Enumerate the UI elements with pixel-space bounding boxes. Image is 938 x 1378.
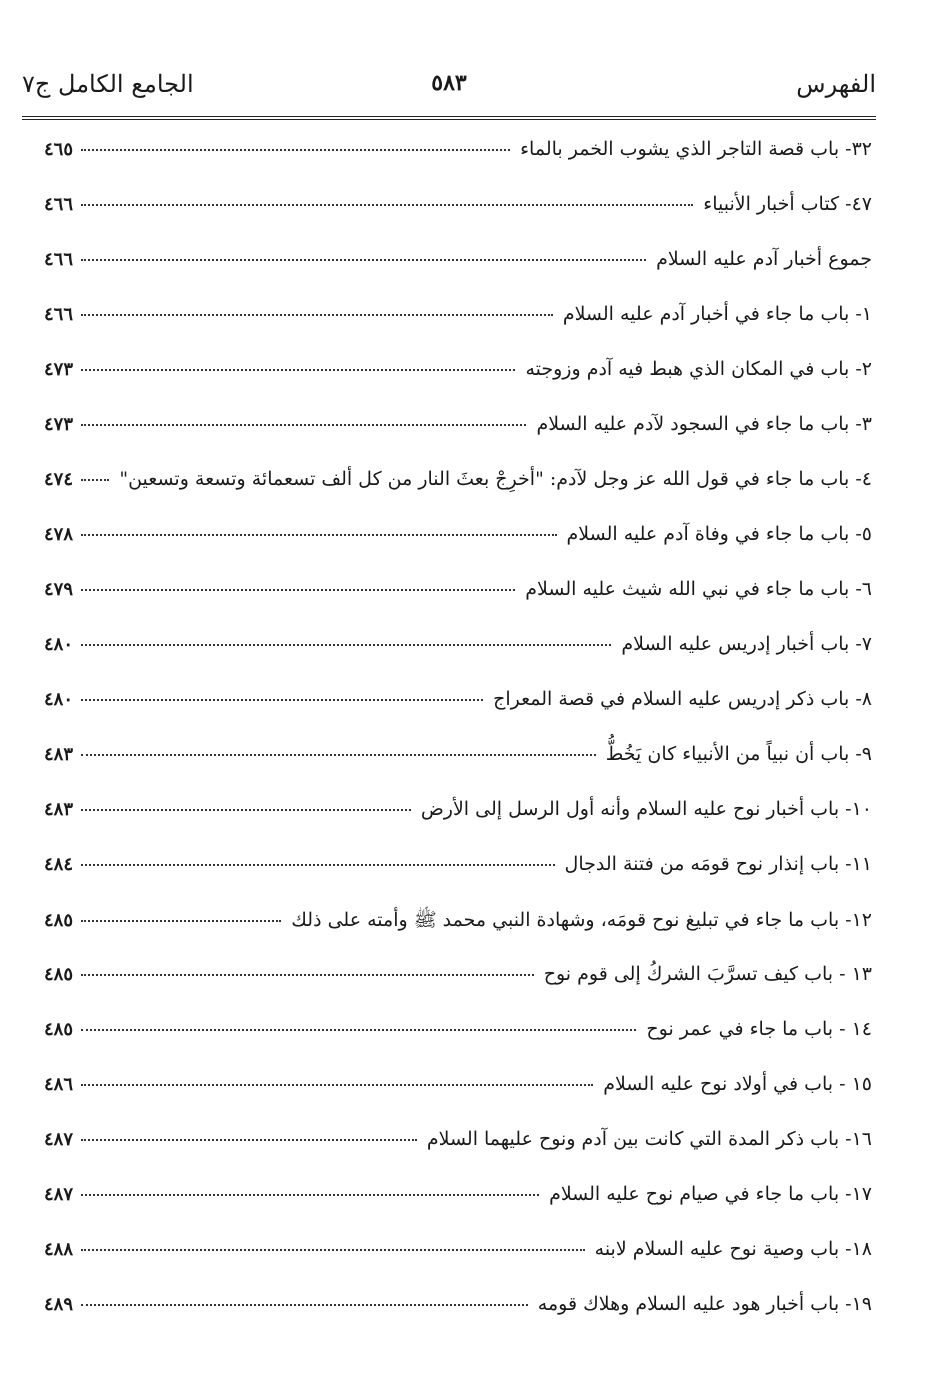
toc-entry-title: ٣٢- باب قصة التاجر الذي يشوب الخمر بالماء (520, 138, 872, 160)
toc-entry-page: ٤٦٦ (44, 304, 74, 325)
dot-leader (81, 1139, 417, 1141)
toc-entry-title: ٢- باب في المكان الذي هبط فيه آدم وزوجته (525, 358, 872, 380)
toc-entry (44, 798, 872, 853)
toc-entry-page: ٤٨٥ (44, 964, 74, 985)
toc-entry-page: ٤٧٩ (44, 579, 74, 600)
toc-entry (44, 193, 872, 248)
dot-leader (81, 644, 611, 646)
toc-entry (44, 1018, 872, 1073)
toc-entry (44, 633, 872, 688)
toc-entry-page: ٤٨٨ (44, 1239, 74, 1260)
dot-leader (81, 974, 534, 976)
toc-entry (44, 358, 872, 413)
toc-entry-page: ٤٨٤ (44, 854, 74, 875)
toc-entry-page: ٤٨٦ (44, 1074, 74, 1095)
toc-entry-title: ١١- باب إنذار نوح قومَه من فتنة الدجال (564, 853, 872, 875)
header-divider (22, 116, 876, 120)
dot-leader (81, 864, 555, 866)
toc-entry (44, 523, 872, 578)
toc-entry (44, 413, 872, 468)
toc-entry-page: ٤٨٧ (44, 1129, 74, 1150)
dot-leader (81, 699, 483, 701)
toc-entry (44, 908, 872, 963)
toc-entry-title: ٤- باب ما جاء في قول الله عز وجل لآدم: "أخرِجْ بعثَ النار من كل ألف تسعمائة وتسعة وتسعين" (119, 468, 872, 490)
dot-leader (81, 1084, 593, 1086)
toc-entry-page: ٤٧٤ (44, 469, 74, 490)
toc-entry-page: ٤٦٦ (44, 194, 74, 215)
toc-entry-title: ١٣ - باب كيف تسرَّبَ الشركُ إلى قوم نوح (543, 963, 872, 985)
dot-leader (81, 920, 281, 922)
dot-leader (81, 1194, 539, 1196)
dot-leader (81, 534, 557, 536)
toc-entry-title: ١٤ - باب ما جاء في عمر نوح (646, 1018, 872, 1040)
toc-entry (44, 248, 872, 303)
toc-entry-title: ١٩- باب أخبار هود عليه السلام وهلاك قومه (537, 1293, 872, 1315)
toc-entry-page: ٤٨٠ (44, 689, 74, 710)
toc-entry (44, 1128, 872, 1183)
toc-entry-page: ٤٨٣ (44, 799, 74, 820)
toc-entry (44, 688, 872, 743)
dot-leader (81, 1304, 528, 1306)
toc-entry-page: ٤٧٣ (44, 359, 74, 380)
dot-leader (81, 1029, 636, 1031)
toc-entry (44, 1238, 872, 1293)
toc-entry-title: ١٦- باب ذكر المدة التي كانت بين آدم ونوح عليهما السلام (426, 1128, 872, 1150)
toc-entry-page: ٤٨٣ (44, 744, 74, 765)
dot-leader (81, 809, 411, 811)
toc-entry (44, 303, 872, 358)
toc-entry-title: ٨- باب ذكر إدريس عليه السلام في قصة المعراج (493, 688, 872, 710)
toc-entry-title: ١٧- باب ما جاء في صيام نوح عليه السلام (549, 1183, 872, 1205)
toc-entry-title: ٣- باب ما جاء في السجود لآدم عليه السلام (536, 413, 872, 435)
toc-entry (44, 1293, 872, 1348)
page-number: ٥٨٣ (431, 70, 467, 96)
toc-entry (44, 963, 872, 1018)
toc-entry-page: ٤٧٣ (44, 414, 74, 435)
dot-leader (81, 314, 553, 316)
toc-entry (44, 138, 872, 193)
toc-entry-title: ١٠- باب أخبار نوح عليه السلام وأنه أول الرسل إلى الأرض (420, 798, 872, 820)
toc-entry-title: ٧- باب أخبار إدريس عليه السلام (621, 633, 872, 655)
section-title: الفهرس (796, 70, 876, 98)
dot-leader (81, 589, 515, 591)
toc-entry-title: ٩- باب أن نبياً من الأنبياء كان يَخُطُّ (605, 743, 872, 765)
toc-entry (44, 468, 872, 523)
toc-entry (44, 743, 872, 798)
toc-entry (44, 853, 872, 908)
toc-entry (44, 578, 872, 633)
toc-entry-page: ٤٦٦ (44, 249, 74, 270)
dot-leader (81, 259, 646, 261)
page-header (22, 66, 876, 110)
toc-entry-page: ٤٨٧ (44, 1184, 74, 1205)
table-of-contents (44, 138, 872, 1348)
toc-entry-page: ٤٧٨ (44, 524, 74, 545)
dot-leader (81, 754, 596, 756)
toc-entry-title: ١٢- باب ما جاء في تبليغ نوح قومَه، وشهادة النبي محمد ﷺ وأمته على ذلك (291, 909, 872, 931)
toc-entry-title: ١٨- باب وصية نوح عليه السلام لابنه (594, 1238, 872, 1260)
toc-entry (44, 1073, 872, 1128)
toc-entry (44, 1183, 872, 1238)
toc-entry-page: ٤٨٠ (44, 634, 74, 655)
dot-leader (81, 1249, 585, 1251)
toc-entry-title: ٦- باب ما جاء في نبي الله شيث عليه السلام (525, 578, 872, 600)
toc-entry-title: ٤٧- كتاب أخبار الأنبياء (703, 193, 872, 215)
toc-entry-title: ١- باب ما جاء في أخبار آدم عليه السلام (562, 303, 872, 325)
dot-leader (81, 204, 693, 206)
dot-leader (81, 369, 515, 371)
book-title: الجامع الكامل ج٧ (22, 70, 194, 98)
toc-entry-title: ٥- باب ما جاء في وفاة آدم عليه السلام (566, 523, 872, 545)
toc-entry-page: ٤٨٥ (44, 910, 74, 931)
toc-entry-page: ٤٨٩ (44, 1294, 74, 1315)
toc-entry-page: ٤٦٥ (44, 139, 74, 160)
toc-entry-page: ٤٨٥ (44, 1019, 74, 1040)
toc-entry-title: جموع أخبار آدم عليه السلام (656, 248, 872, 270)
dot-leader (81, 479, 109, 481)
dot-leader (81, 149, 510, 151)
toc-entry-title: ١٥ - باب في أولاد نوح عليه السلام (603, 1073, 872, 1095)
dot-leader (81, 424, 526, 426)
